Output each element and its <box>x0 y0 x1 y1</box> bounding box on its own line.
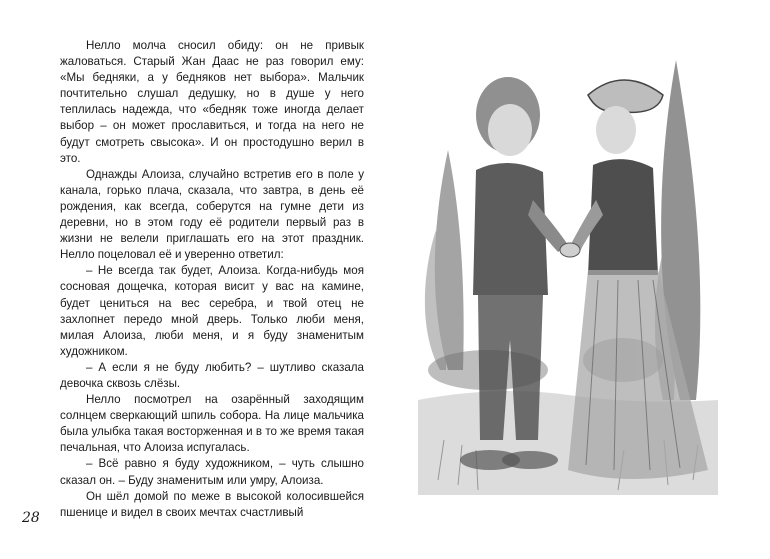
page-number: 28 <box>22 510 40 526</box>
paragraph-2: Однажды Алоиза, случайно встретив его в поле у канала, горько плача, сказала, что завтра, в день её рождения, как всегда, соберутся на гумне дети из деревни, но в этом году её родители первый раз в жизни не велели приглашать его на этот праздник. Нелло поцеловал её и уверенно ответил: <box>60 167 364 262</box>
pencil-illustration <box>418 40 718 495</box>
paragraph-4: – А если я не буду любить? – шутливо сказала девочка сквозь слёзы. <box>60 360 364 390</box>
story-text-column <box>60 38 364 521</box>
paragraph-7: Он шёл домой по меже в высокой колосившейся пшенице и видел в своих мечтах счастливый <box>60 489 364 519</box>
tree-left <box>425 150 464 370</box>
paragraph-1: Нелло молча сносил обиду: он не привык жаловаться. Старый Жан Даас не раз говорил ему: «Мы бедняки, а у бедняков нет выбора». Мальчик почтительно слушал дедушку, но в душе у него теплилась надежда, что «бедняк тоже иногда делает выбор – он может прославиться, и тогда на него не будут смотреть свысока». И он простодушно верил в это. <box>60 39 364 165</box>
paragraph-6: – Всё равно я буду художником, – чуть слышно сказал он. – Буду знаменитым или умру, Алоиза. <box>60 457 364 487</box>
clasped-hands <box>560 243 580 257</box>
paragraph-3: – Не всегда так будет, Алоиза. Когда-нибудь моя сосновая дощечка, которая висит у вас на камине, будет цениться на вес серебра, и твой отец не захлопнет передо мной дверь. Только люби меня, милая Алоиза, люби меня, и я буду знаменитым художником. <box>60 264 364 358</box>
paragraph-5: Нелло посмотрел на озарённый заходящим солнцем сверкающий шпиль собора. На лице мальчика была улыбка такая восторженная и в то же время такая печальная, что Алоиза испугалась. <box>60 393 364 455</box>
